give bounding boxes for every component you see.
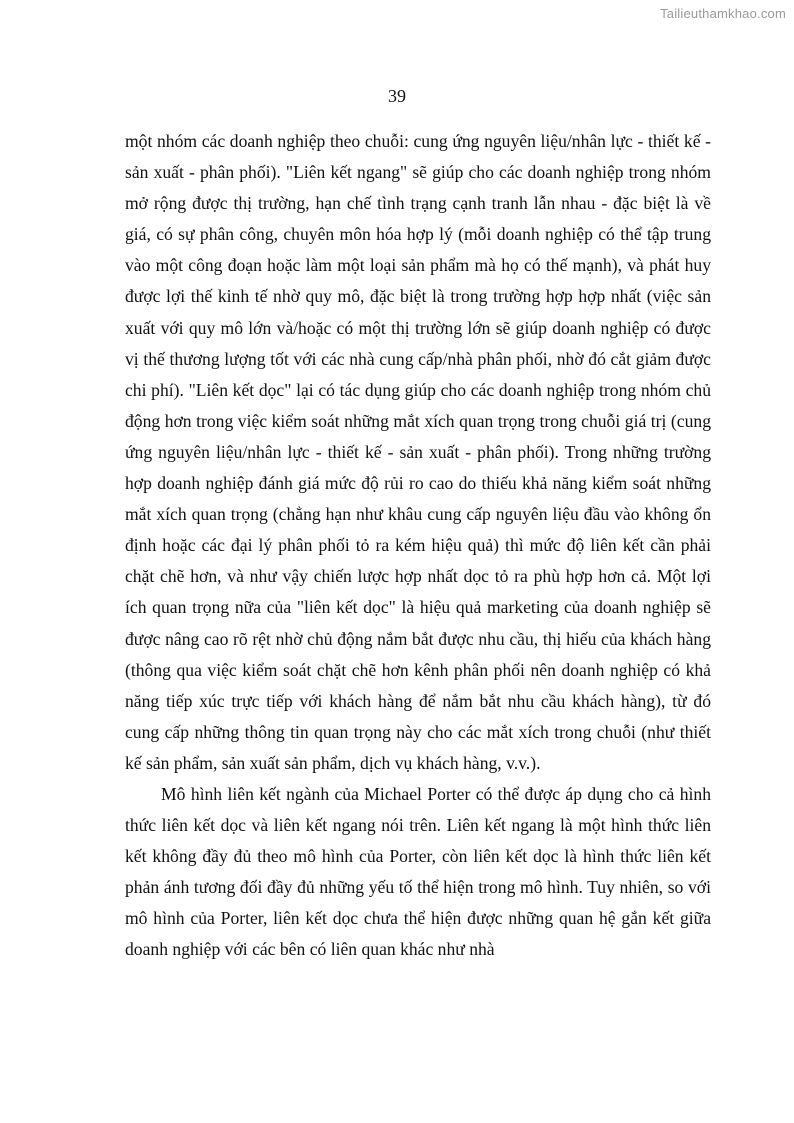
page-number: 39 — [388, 86, 406, 106]
document-body — [125, 126, 711, 966]
paragraph-1: một nhóm các doanh nghiệp theo chuỗi: cung ứng nguyên liệu/nhân lực - thiết kế - sản xuất - phân phối). "Liên kết ngang" sẽ giúp cho các doanh nghiệp trong nhóm mở rộng được thị trường, hạn chế tình trạng cạnh tranh lẫn nhau - đặc biệt là về giá, có sự phân công, chuyên môn hóa hợp lý (mỗi doanh nghiệp có thể tập trung vào một công đoạn hoặc làm một loại sản phẩm mà họ có thế mạnh), và phát huy được lợi thế kinh tế nhờ quy mô, đặc biệt là trong trường hợp hợp nhất (việc sản xuất với quy mô lớn và/hoặc có một thị trường lớn sẽ giúp doanh nghiệp có được vị thế thương lượng tốt với các nhà cung cấp/nhà phân phối, nhờ đó cắt giảm được chi phí). "Liên kết dọc" lại có tác dụng giúp cho các doanh nghiệp trong nhóm chủ động hơn trong việc kiểm soát những mắt xích quan trọng trong chuỗi giá trị (cung ứng nguyên liệu/nhân lực - thiết kế - sản xuất - phân phối). Trong những trường hợp doanh nghiệp đánh giá mức độ rủi ro cao do thiếu khả năng kiểm soát những mắt xích quan trọng (chẳng hạn như khâu cung cấp nguyên liệu đầu vào không ổn định hoặc các đại lý phân phối tỏ ra kém hiệu quả) thì mức độ liên kết cần phải chặt chẽ hơn, và như vậy chiến lược hợp nhất dọc tỏ ra phù hợp hơn cả. Một lợi ích quan trọng nữa của "liên kết dọc" là hiệu quả marketing của doanh nghiệp sẽ được nâng cao rõ rệt nhờ chủ động nắm bắt được nhu cầu, thị hiếu của khách hàng (thông qua việc kiểm soát chặt chẽ hơn kênh phân phối nên doanh nghiệp có khả năng tiếp xúc trực tiếp với khách hàng để nắm bắt nhu cầu khách hàng), từ đó cung cấp những thông tin quan trọng này cho các mắt xích trong chuỗi (như thiết kế sản phẩm, sản xuất sản phẩm, dịch vụ khách hàng, v.v.). — [125, 131, 711, 773]
watermark: Tailieuthamkhao.com — [660, 6, 786, 21]
paragraph-2: Mô hình liên kết ngành của Michael Porter có thể được áp dụng cho cả hình thức liên kết dọc và liên kết ngang nói trên. Liên kết ngang là một hình thức liên kết không đầy đủ theo mô hình của Porter, còn liên kết dọc là hình thức liên kết phản ánh tương đối đầy đủ những yếu tố thể hiện trong mô hình. Tuy nhiên, so với mô hình của Porter, liên kết dọc chưa thể hiện được những quan hệ gắn kết giữa doanh nghiệp với các bên có liên quan khác như nhà — [125, 783, 711, 960]
